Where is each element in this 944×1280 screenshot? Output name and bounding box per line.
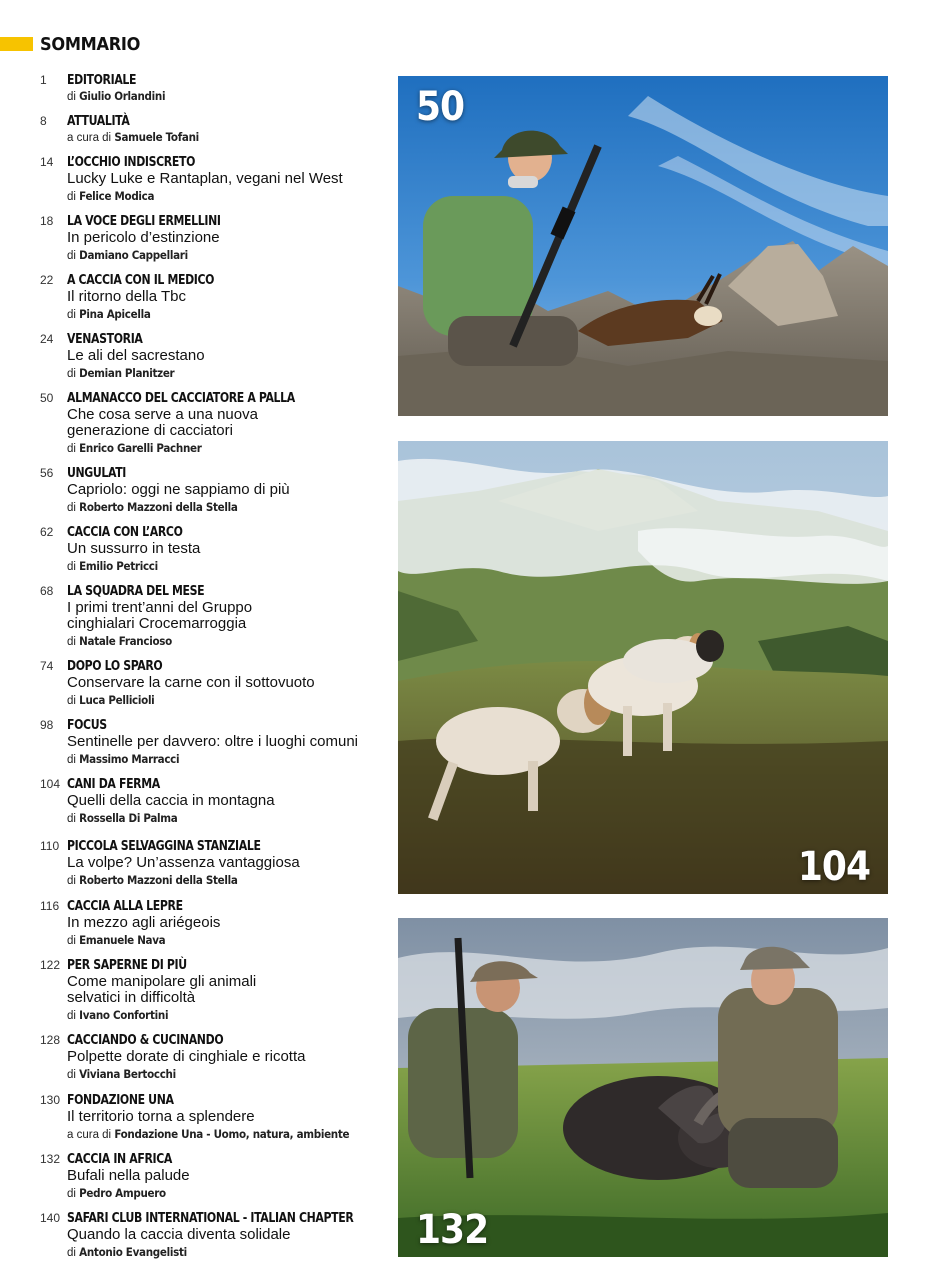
- toc-byline: di Enrico Garelli Pachner: [67, 441, 202, 455]
- toc-author: Rossella Di Palma: [79, 811, 178, 825]
- toc-page-number: 130: [40, 1093, 61, 1107]
- toc-byline: di Antonio Evangelisti: [67, 1245, 187, 1259]
- toc-page-number: 18: [40, 214, 54, 228]
- photo-page-number: 50: [416, 84, 465, 130]
- toc-page-number: 14: [40, 155, 54, 169]
- toc-title: Il territorio torna a splendere: [67, 1108, 255, 1125]
- toc-title: Che cosa serve a una nuova generazione di cacciatori: [67, 406, 258, 439]
- toc-page-number: 122: [40, 958, 61, 972]
- toc-byline: di Damiano Cappellari: [67, 248, 188, 262]
- toc-title: In pericolo d’estinzione: [67, 229, 220, 246]
- toc-byline: di Pedro Ampuero: [67, 1186, 166, 1200]
- toc-byline: di Demian Planitzer: [67, 366, 175, 380]
- toc-author: Giulio Orlandini: [79, 89, 166, 103]
- toc-section: FOCUS: [67, 717, 107, 733]
- toc-page-number: 1: [40, 73, 47, 87]
- toc-section: CACCIA CON L’ARCO: [67, 524, 183, 540]
- photo-page-number: 104: [797, 844, 870, 890]
- toc-section: PER SAPERNE DI PIÙ: [67, 957, 187, 973]
- photo-chamois-hunter-image: [398, 76, 888, 416]
- toc-section: SAFARI CLUB INTERNATIONAL - ITALIAN CHAPTER: [67, 1210, 354, 1226]
- toc-section: LA VOCE DEGLI ERMELLINI: [67, 213, 221, 229]
- toc-title: Quelli della caccia in montagna: [67, 792, 275, 809]
- toc-title: Lucky Luke e Rantaplan, vegani nel West: [67, 170, 343, 187]
- toc-author: Damiano Cappellari: [79, 248, 188, 262]
- photo-buffalo-hunters[interactable]: [398, 918, 888, 1257]
- photo-chamois-hunter[interactable]: [398, 76, 888, 416]
- toc-title: Conservare la carne con il sottovuoto: [67, 674, 315, 691]
- toc-author: Samuele Tofani: [114, 130, 199, 144]
- toc-author: Ivano Confortini: [79, 1008, 169, 1022]
- toc-byline: di Emanuele Nava: [67, 933, 166, 947]
- toc-page-number: 8: [40, 114, 47, 128]
- toc-byline: a cura di Samuele Tofani: [67, 130, 199, 144]
- toc-author: Pina Apicella: [79, 307, 151, 321]
- toc-title: La volpe? Un’assenza vantaggiosa: [67, 854, 300, 871]
- toc-author: Luca Pellicioli: [79, 693, 155, 707]
- toc-author: Roberto Mazzoni della Stella: [79, 500, 238, 514]
- toc-title: Bufali nella palude: [67, 1167, 190, 1184]
- toc-section: L’OCCHIO INDISCRETO: [67, 154, 196, 170]
- toc-page-number: 132: [40, 1152, 61, 1166]
- toc-title: Sentinelle per davvero: oltre i luoghi comuni: [67, 733, 358, 750]
- photo-mountain-setters-image: [398, 441, 888, 894]
- toc-author: Roberto Mazzoni della Stella: [79, 873, 238, 887]
- toc-byline: di Rossella Di Palma: [67, 811, 178, 825]
- photo-page-number: 132: [416, 1207, 489, 1253]
- toc-page-number: 116: [40, 899, 60, 913]
- toc-byline: di Felice Modica: [67, 189, 155, 203]
- toc-author: Fondazione Una - Uomo, natura, ambiente: [114, 1127, 350, 1141]
- toc-page-number: 98: [40, 718, 54, 732]
- toc-page-number: 104: [40, 777, 61, 791]
- toc-author: Natale Francioso: [79, 634, 172, 648]
- toc-section: PICCOLA SELVAGGINA STANZIALE: [67, 838, 261, 854]
- toc-title: Un sussurro in testa: [67, 540, 201, 557]
- toc-byline: di Roberto Mazzoni della Stella: [67, 873, 238, 887]
- toc-section: UNGULATI: [67, 465, 126, 481]
- toc-page-number: 50: [40, 391, 54, 405]
- toc-section: EDITORIALE: [67, 72, 137, 88]
- toc-title: I primi trent’anni del Gruppo cinghialari Crocemarroggia: [67, 599, 253, 632]
- toc-author: Antonio Evangelisti: [79, 1245, 187, 1259]
- toc-section: CACCIANDO & CUCINANDO: [67, 1032, 224, 1048]
- toc-page-number: 74: [40, 659, 54, 673]
- toc-page-number: 24: [40, 332, 54, 346]
- toc-page-number: 22: [40, 273, 54, 287]
- toc-title: Come manipolare gli animali selvatici in difficoltà: [67, 973, 257, 1006]
- photo-mountain-setters[interactable]: [398, 441, 888, 894]
- toc-byline: di Pina Apicella: [67, 307, 151, 321]
- toc-byline: a cura di Fondazione Una - Uomo, natura, ambiente: [67, 1127, 350, 1141]
- toc-author: Pedro Ampuero: [79, 1186, 166, 1200]
- toc-title: In mezzo agli ariégeois: [67, 914, 221, 931]
- toc-author: Viviana Bertocchi: [79, 1067, 176, 1081]
- toc-page-number: 68: [40, 584, 54, 598]
- toc-author: Demian Planitzer: [79, 366, 175, 380]
- toc-author: Emilio Petricci: [79, 559, 158, 573]
- toc-section: FONDAZIONE UNA: [67, 1092, 174, 1108]
- toc-byline: di Luca Pellicioli: [67, 693, 155, 707]
- toc-section: A CACCIA CON IL MEDICO: [67, 272, 215, 288]
- page-title: SOMMARIO: [40, 34, 141, 55]
- toc-title: Quando la caccia diventa solidale: [67, 1226, 291, 1243]
- header-accent-bar: [0, 37, 33, 51]
- toc-section: CACCIA IN AFRICA: [67, 1151, 173, 1167]
- toc-author: Massimo Marracci: [79, 752, 180, 766]
- toc-page-number: 110: [40, 839, 60, 853]
- toc-author: Felice Modica: [79, 189, 155, 203]
- toc-section: ALMANACCO DEL CACCIATORE A PALLA: [67, 390, 295, 406]
- toc-title: Capriolo: oggi ne sappiamo di più: [67, 481, 290, 498]
- toc-byline: di Emilio Petricci: [67, 559, 158, 573]
- toc-title: Polpette dorate di cinghiale e ricotta: [67, 1048, 306, 1065]
- toc-section: VENASTORIA: [67, 331, 143, 347]
- toc-page-number: 128: [40, 1033, 61, 1047]
- toc-section: ATTUALITÀ: [67, 113, 130, 129]
- toc-byline: di Ivano Confortini: [67, 1008, 169, 1022]
- toc-author: Enrico Garelli Pachner: [79, 441, 202, 455]
- toc-title: Il ritorno della Tbc: [67, 288, 186, 305]
- toc-section: LA SQUADRA DEL MESE: [67, 583, 205, 599]
- toc-byline: di Natale Francioso: [67, 634, 172, 648]
- toc-byline: di Viviana Bertocchi: [67, 1067, 176, 1081]
- toc-title: Le ali del sacrestano: [67, 347, 205, 364]
- toc-page-number: 62: [40, 525, 54, 539]
- toc-page-number: 140: [40, 1211, 61, 1225]
- toc-author: Emanuele Nava: [79, 933, 166, 947]
- toc-page-number: 56: [40, 466, 54, 480]
- toc-section: DOPO LO SPARO: [67, 658, 163, 674]
- toc-byline: di Giulio Orlandini: [67, 89, 166, 103]
- toc-section: CANI DA FERMA: [67, 776, 160, 792]
- toc-section: CACCIA ALLA LEPRE: [67, 898, 183, 914]
- toc-byline: di Massimo Marracci: [67, 752, 180, 766]
- toc-byline: di Roberto Mazzoni della Stella: [67, 500, 238, 514]
